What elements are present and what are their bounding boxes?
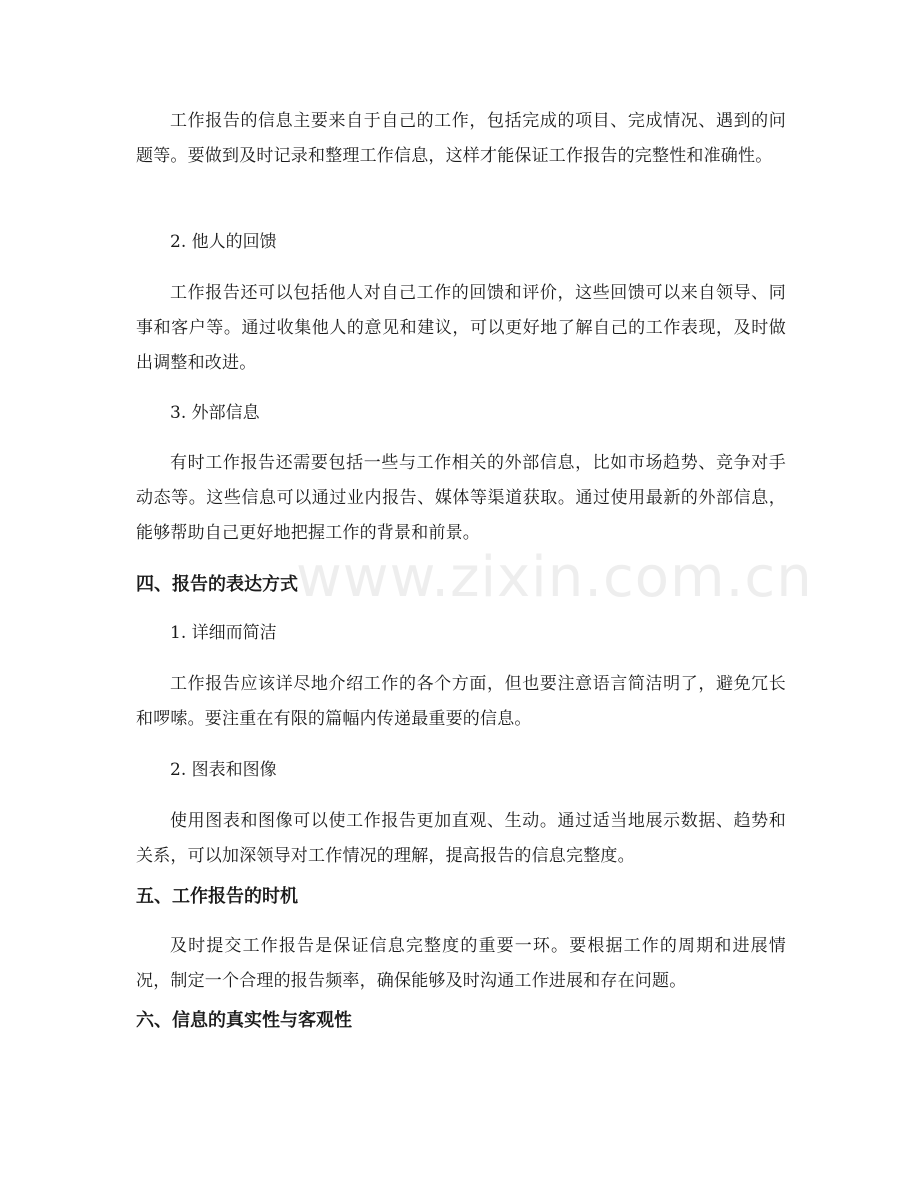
section-heading-authenticity: 六、信息的真实性与客观性 [136, 1010, 352, 1031]
paragraph-external-info: 有时工作报告还需要包括一些与工作相关的外部信息，比如市场趋势、竞争对手动态等。这些信息可以通过业内报告、媒体等渠道获取。通过使用最新的外部信息，能够帮助自己更好地把握工作的背景和前景。 [136, 453, 786, 543]
paragraph-charts-images: 使用图表和图像可以使工作报告更加直观、生动。通过适当地展示数据、趋势和关系，可以加深领导对工作情况的理解，提高报告的信息完整度。 [136, 811, 786, 866]
section-heading-expression: 四、报告的表达方式 [136, 574, 298, 595]
watermark: www.zixin.com.cn [296, 545, 813, 610]
subheading-detailed-concise: 1. 详细而简洁 [170, 623, 277, 643]
paragraph-detailed-concise: 工作报告应该详尽地介绍工作的各个方面，但也要注意语言简洁明了，避免冗长和啰嗦。要注重在有限的篇幅内传递最重要的信息。 [136, 674, 786, 729]
section-heading-timing: 五、工作报告的时机 [136, 886, 298, 907]
paragraph-timing: 及时提交工作报告是保证信息完整度的重要一环。要根据工作的周期和进展情况，制定一个合理的报告频率，确保能够及时沟通工作进展和存在问题。 [136, 936, 786, 991]
subheading-feedback: 2. 他人的回馈 [170, 232, 277, 252]
subheading-external-info: 3. 外部信息 [170, 403, 260, 423]
subheading-charts-images: 2. 图表和图像 [170, 760, 277, 780]
paragraph-feedback: 工作报告还可以包括他人对自己工作的回馈和评价，这些回馈可以来自领导、同事和客户等。通过收集他人的意见和建议，可以更好地了解自己的工作表现，及时做出调整和改进。 [136, 283, 786, 373]
paragraph-work-info: 工作报告的信息主要来自于自己的工作，包括完成的项目、完成情况、遇到的问题等。要做到及时记录和整理工作信息，这样才能保证工作报告的完整性和准确性。 [136, 111, 786, 166]
